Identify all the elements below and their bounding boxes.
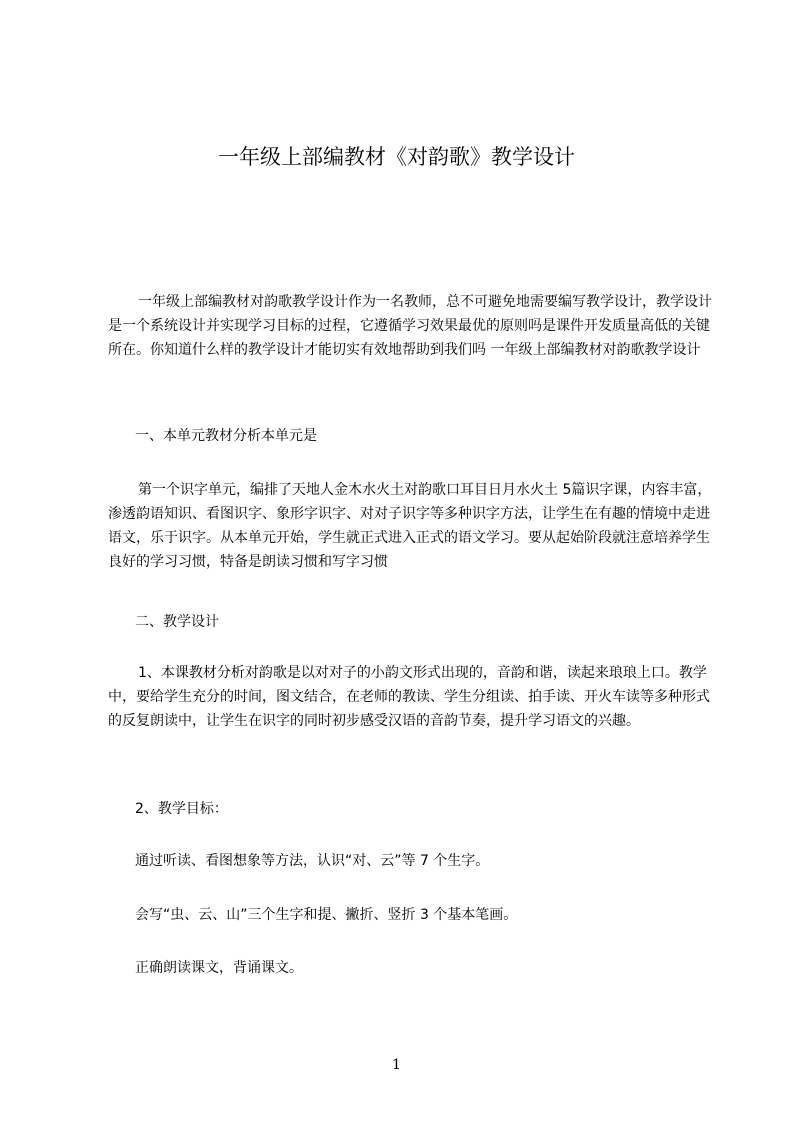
teaching-goal-item: 通过听读、看图想象等方法，认识“对、云”等 7 个生字。 <box>135 853 490 869</box>
intro-paragraph: 一年级上部编教材对韵歌教学设计作为一名教师，总不可避免地需要编写教学设计，教学设计是一个系统设计并实现学习目标的过程，它遵循学习效果最优的原则吗是课件开发质量高低的关键所在。你知道什么样的教学设计才能切实有效地帮助到我们吗 一年级上部编教材对韵歌教学设计 <box>108 294 712 358</box>
teaching-goal-item: 正确朗读课文，背诵课文。 <box>135 960 303 976</box>
section-heading-teaching-design: 二、教学设计 <box>135 614 219 630</box>
teaching-goal-item: 会写“虫、云、山”三个生字和提、撇折、竖折 3 个基本笔画。 <box>135 907 518 923</box>
document-title: 一年级上部编教材《对韵歌》教学设计 <box>218 145 575 169</box>
section-heading-unit-analysis: 一、本单元教材分析本单元是 <box>135 428 317 444</box>
unit-analysis-paragraph: 第一个识字单元，编排了天地人金木水火土对韵歌口耳目日月水火土 5篇识字课，内容丰富，渗透韵语知识、看图识字、象形字识字、对对子识字等多种识字方法，让学生在有趣的情境中走进语文，乐于识字。从本单元开始，学生就正式进入正式的语文学习。要从起始阶段就注意培养学生良好的学习习惯，特备是朗读习惯和写字习惯 <box>108 482 712 570</box>
teaching-goals-heading: 2、教学目标： <box>135 801 228 817</box>
lesson-analysis-paragraph: 1、本课教材分析对韵歌是以对对子的小韵文形式出现的，音韵和谐，读起来琅琅上口。教学中，要给学生充分的时间，图文结合，在老师的教读、学生分组读、拍手读、开火车读等多种形式的反复朗读中，让学生在识字的同时初步感受汉语的音韵节奏，提升学习语文的兴趣。 <box>108 665 710 729</box>
page-number: 1 <box>392 1057 401 1073</box>
